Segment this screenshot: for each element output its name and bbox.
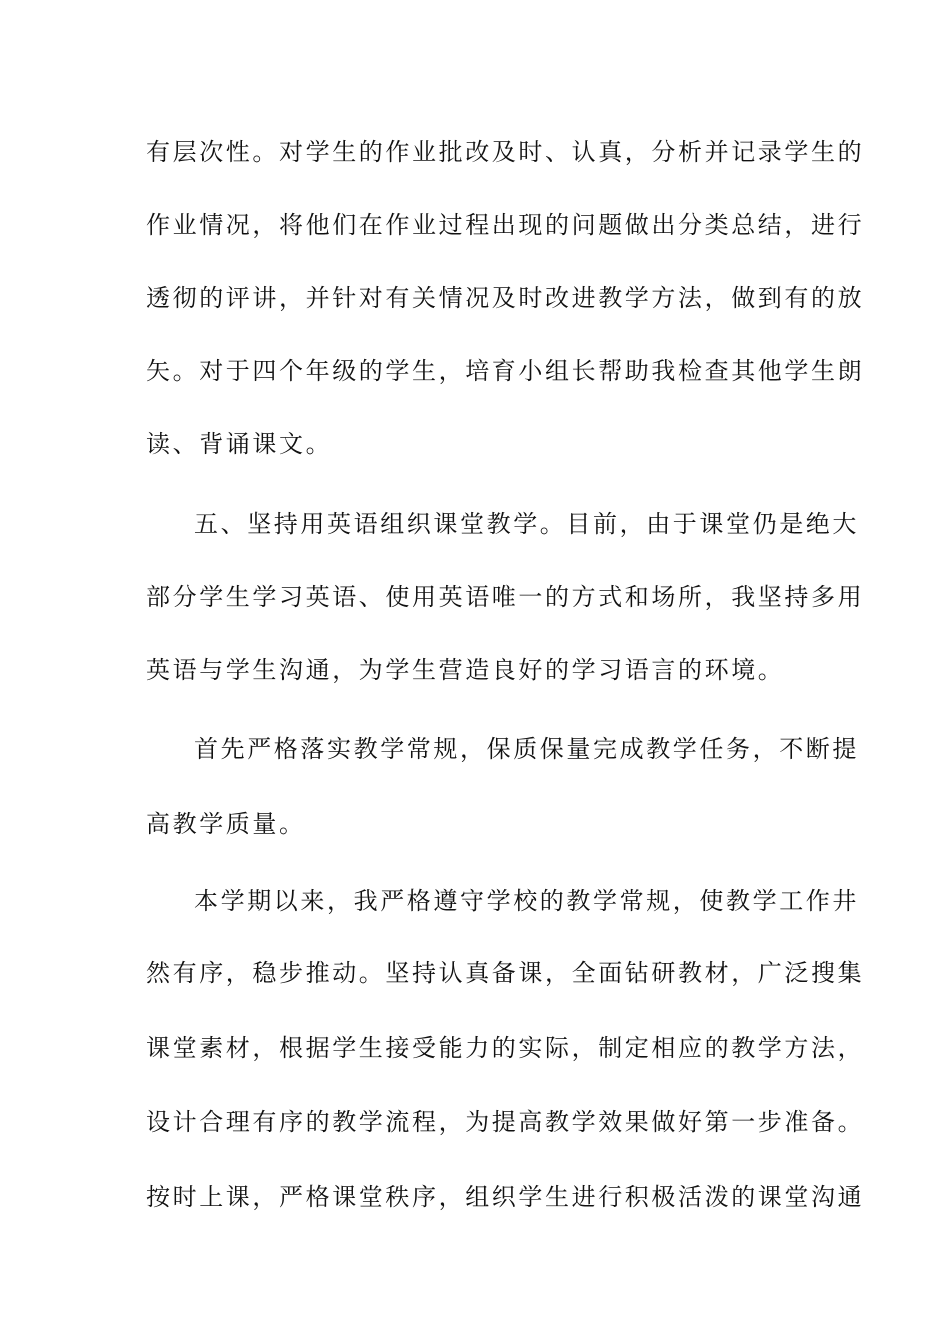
text-line: 英语与学生沟通，为学生营造良好的学习语言的环境。 — [146, 656, 785, 684]
text-line: 有层次性。对学生的作业批改及时、认真，分析并记录学生的 — [146, 138, 865, 166]
text-line: 作业情况，将他们在作业过程出现的问题做出分类总结，进行 — [146, 211, 865, 239]
text-line: 读、背诵课文。 — [146, 430, 333, 458]
text-line: 然有序，稳步推动。坚持认真备课，全面钻研教材，广泛搜集 — [146, 959, 865, 987]
text-line: 高教学质量。 — [146, 810, 306, 838]
text-line: 课堂素材，根据学生接受能力的实际，制定相应的教学方法， — [146, 1034, 865, 1062]
text-line: 透彻的评讲，并针对有关情况及时改进教学方法，做到有的放 — [146, 284, 865, 312]
text-line: 部分学生学习英语、使用英语唯一的方式和场所，我坚持多用 — [146, 583, 865, 611]
paragraph-first-line: 五、坚持用英语组织课堂教学。目前，由于课堂仍是绝大 — [194, 510, 859, 538]
paragraph-first-line: 本学期以来，我严格遵守学校的教学常规，使教学工作井 — [194, 887, 859, 915]
text-line: 矢。对于四个年级的学生，培育小组长帮助我检查其他学生朗 — [146, 357, 865, 385]
paragraph-first-line: 首先严格落实教学常规，保质保量完成教学任务，不断提 — [194, 735, 859, 763]
text-line: 设计合理有序的教学流程，为提高教学效果做好第一步准备。 — [146, 1108, 865, 1136]
text-line: 按时上课，严格课堂秩序，组织学生进行积极活泼的课堂沟通 — [146, 1183, 865, 1211]
